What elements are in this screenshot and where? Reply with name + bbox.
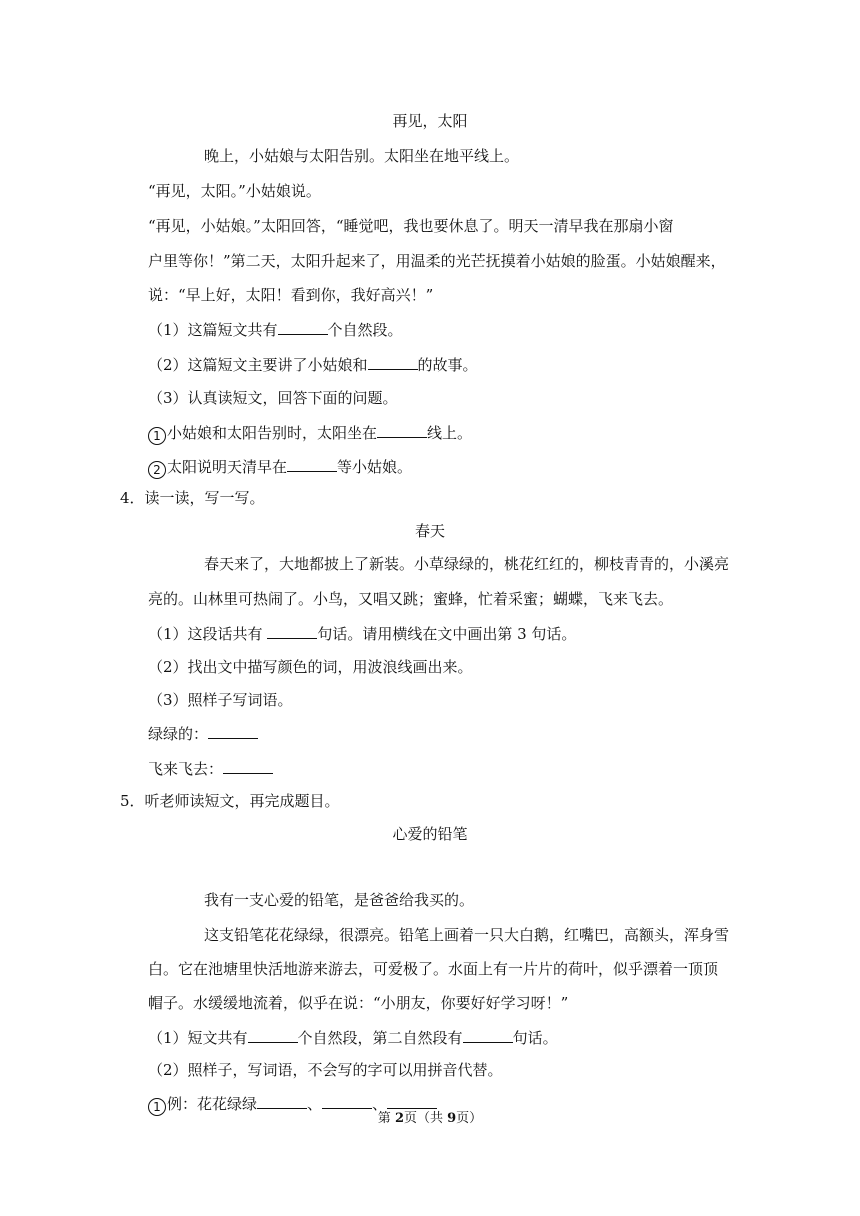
passage-title-spring: 春天 — [414, 522, 445, 540]
question-4-2: （2）找出文中描写颜色的词，用波浪线画出来。 — [148, 658, 473, 676]
question-3-sub-2: 2 太阳说明天清早在 等小姑娘。 — [148, 456, 412, 479]
question-5-1: （1）短文共有 个自然段，第二自然段有 句话。 — [148, 1029, 558, 1047]
page-total: 9 — [447, 1111, 457, 1126]
passage-paragraph-line: 说：“早上好，太阳！看到你，我好高兴！” — [148, 286, 434, 304]
passage-title-goodbye-sun: 再见，太阳 — [392, 112, 468, 130]
answer-blank[interactable] — [322, 1093, 372, 1109]
answer-blank[interactable] — [223, 758, 273, 774]
question-3-sub-1: 1 小姑娘和太阳告别时，太阳坐在 线上。 — [148, 422, 472, 445]
example-fly: 飞来飞去： — [148, 758, 273, 779]
circled-number-1: 1 — [148, 427, 166, 445]
page-number: 2 — [394, 1111, 404, 1126]
page-footer: 第 2页（共 9页） — [377, 1111, 483, 1126]
circled-number-1: 1 — [148, 1098, 166, 1116]
example-green: 绿绿的： — [148, 723, 258, 744]
circled-number-2: 2 — [148, 461, 166, 479]
answer-blank[interactable] — [208, 723, 258, 739]
question-5-2-sub-1: 1 例：花花绿绿 、 、 — [148, 1093, 437, 1116]
question-1: （1）这篇短文共有 个自然段。 — [148, 321, 403, 339]
passage-paragraph-line: 白。它在池塘里快活地游来游去，可爱极了。水面上有一片片的荷叶，似乎漂着一顶顶 — [148, 960, 719, 978]
passage-paragraph: “再见，太阳。”小姑娘说。 — [148, 182, 321, 200]
answer-blank[interactable] — [278, 319, 328, 335]
question-2: （2）这篇短文主要讲了小姑娘和 的故事。 — [148, 356, 478, 374]
passage-paragraph-line: 帽子。水缓缓地流着，似乎在说：“小朋友，你要好好学习呀！” — [148, 994, 569, 1012]
answer-blank[interactable] — [257, 1093, 307, 1109]
question-5-heading: 5．听老师读短文，再完成题目。 — [120, 792, 340, 810]
passage-paragraph: 我有一支心爱的铅笔，是爸爸给我买的。 — [204, 891, 475, 909]
question-4-1: （1）这段话共有 句话。请用横线在文中画出第 3 句话。 — [148, 625, 577, 643]
answer-blank[interactable] — [248, 1027, 298, 1043]
passage-paragraph-line: 亮的。山林里可热闹了。小鸟，又唱又跳；蜜蜂，忙着采蜜；蝴蝶，飞来飞去。 — [148, 590, 674, 608]
answer-blank[interactable] — [368, 354, 418, 370]
passage-title-pencil: 心爱的铅笔 — [392, 825, 468, 843]
passage-paragraph: 晚上，小姑娘与太阳告别。太阳坐在地平线上。 — [204, 147, 520, 165]
answer-blank[interactable] — [377, 422, 427, 438]
question-3: （3）认真读短文，回答下面的问题。 — [148, 389, 398, 407]
question-5-2: （2）照样子，写词语，不会写的字可以用拼音代替。 — [148, 1061, 503, 1079]
answer-blank[interactable] — [267, 623, 317, 639]
passage-paragraph-line: 春天来了，大地都披上了新装。小草绿绿的，桃花红红的，柳枝青青的，小溪亮 — [204, 555, 730, 573]
question-4-heading: 4．读一读，写一写。 — [120, 489, 265, 507]
passage-paragraph-line: “再见，小姑娘。”太阳回答，“睡觉吧，我也要休息了。明天一清早我在那扇小窗 — [148, 217, 674, 235]
passage-paragraph-line: 户里等你！”第二天，太阳升起来了，用温柔的光芒抚摸着小姑娘的脸蛋。小姑娘醒来， — [148, 252, 726, 270]
passage-paragraph-line: 这支铅笔花花绿绿，很漂亮。铅笔上画着一只大白鹅，红嘴巴，高额头，浑身雪 — [204, 926, 730, 944]
answer-blank[interactable] — [387, 1093, 437, 1109]
question-4-3: （3）照样子写词语。 — [148, 691, 293, 709]
answer-blank[interactable] — [463, 1027, 513, 1043]
answer-blank[interactable] — [287, 456, 337, 472]
